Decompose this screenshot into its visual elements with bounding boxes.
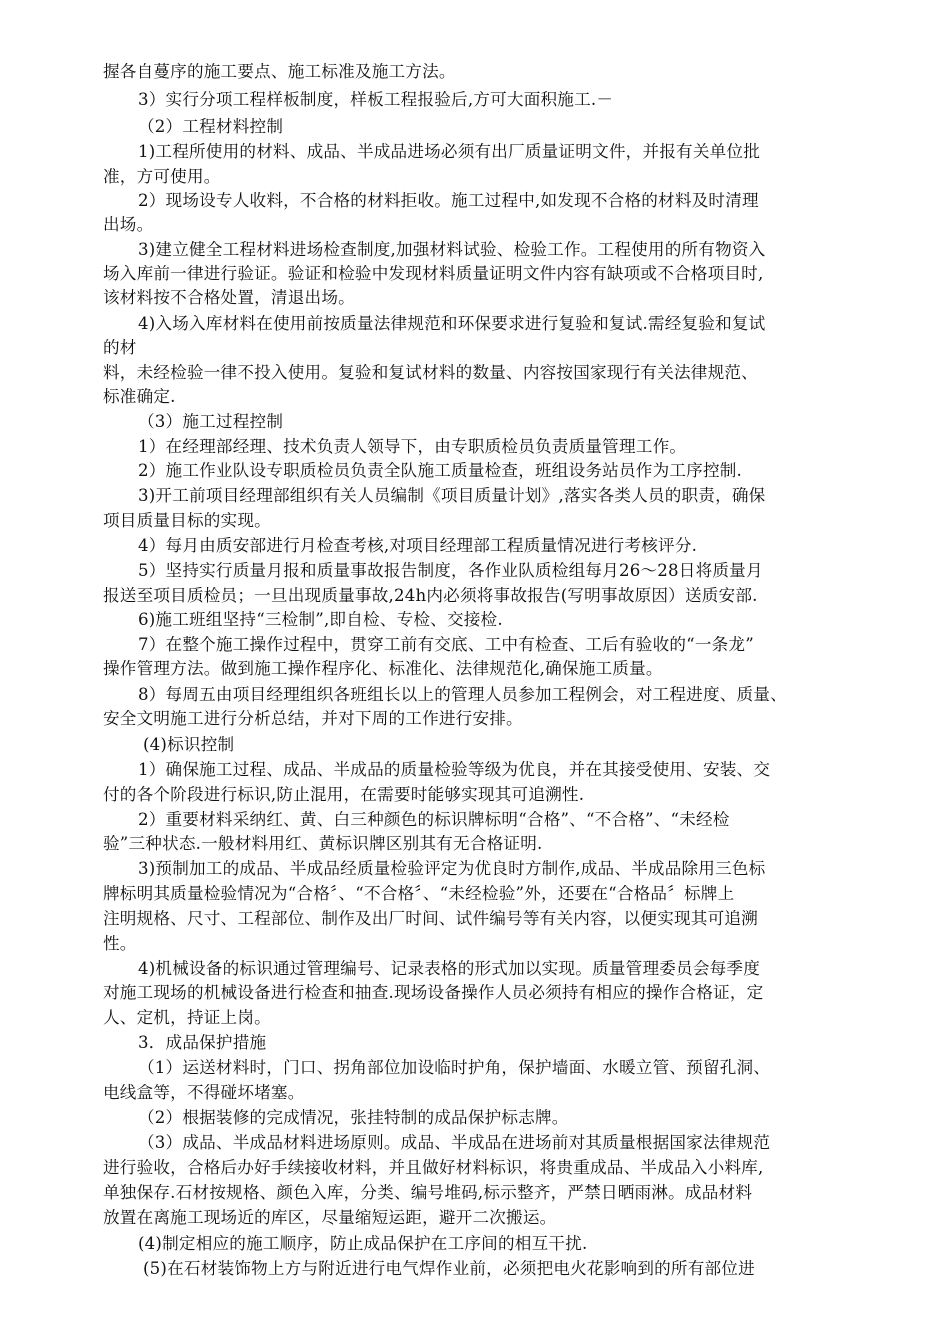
text-line: (4)制定相应的施工顺序，防止成品保护在工序间的相互干扰.	[138, 1234, 588, 1253]
text-line: 验”三种状态.一般材料用红、黄标识牌区别其有无合格证明.	[103, 834, 543, 853]
text-line: 标准确定.	[103, 387, 176, 406]
text-line: 3)预制加工的成品、半成品经质量检验评定为优良时方制作,成品、半成品除用三色标	[138, 859, 766, 878]
text-line: 报送至项目质检员；一旦出现质量事故,24h内必须将事故报告(写明事故原因）送质安部.	[103, 586, 758, 605]
text-line: 6)施工班组坚持“三检制”,即自检、专检、交接检.	[138, 610, 503, 629]
text-line: 4)机械设备的标识通过管理编号、记录表格的形式加以实现。质量管理委员会每季度	[138, 959, 761, 978]
text-line: 付的各个阶段进行标识,防止混用，在需要时能够实现其可追溯性.	[103, 785, 585, 804]
text-line: 8）每周五由项目经理组织各班组长以上的管理人员参加工程例会，对工程进度、质量、	[138, 685, 787, 704]
text-line: 人、定机，持证上岗。	[103, 1008, 271, 1027]
text-line: 放置在离施工现场近的库区，尽量缩短运距，避开二次搬运。	[103, 1208, 557, 1227]
text-line: 1）在经理部经理、技术负责人领导下，由专职质检员负责质量管理工作。	[138, 437, 687, 456]
text-line: 电线盒等，不得碰坏堵塞。	[103, 1083, 305, 1102]
text-line: 1）确保施工过程、成品、半成品的质量检验等级为优良，并在其接受使用、安装、交	[138, 760, 771, 779]
text-line: 该材料按不合格处置，清退出场。	[103, 288, 355, 307]
text-line: 2）施工作业队设专职质检员负责全队施工质量检查，班组设务站员作为工序控制.	[138, 461, 743, 480]
text-line: 单独保存.石材按规格、颜色入库，分类、编号堆码,标示整齐，严禁日晒雨淋。成品材料	[103, 1183, 753, 1202]
text-line: 准，方可使用。	[103, 167, 221, 186]
section-heading: （3）施工过程控制	[138, 412, 284, 431]
text-line: 性。	[103, 934, 137, 953]
section-heading: (4)标识控制	[143, 735, 235, 754]
text-line: 场入库前一律进行验证。验证和检验中发现材料质量证明文件内容有缺项或不合格项目时,	[103, 264, 764, 283]
text-line: 对施工现场的机械设备进行检查和抽查.现场设备操作人员必须持有相应的操作合格证，定	[103, 983, 764, 1002]
text-line: 握各自蔓序的施工要点、施工标准及施工方法。	[103, 62, 456, 81]
section-heading: 3．成品保护措施	[138, 1033, 267, 1052]
text-line: 料，未经检验一律不投入使用。复验和复试材料的数量、内容按国家现行有关法律规范、	[103, 363, 758, 382]
text-line: 的材	[103, 338, 137, 357]
text-line: （3）成品、半成品材料进场原则。成品、半成品在进场前对其质量根据国家法律规范	[138, 1133, 771, 1152]
text-line: 3)开工前项目经理部组织有关人员编制《项目质量计划》,落实各类人员的职责，确保	[138, 486, 766, 505]
text-line: 1)工程所使用的材料、成品、半成品进场必须有出厂质量证明文件，并报有关单位批	[138, 142, 761, 161]
text-line: 操作管理方法。做到施工操作程序化、标准化、法律规范化,确保施工质量。	[103, 659, 663, 678]
text-line: 4)入场入库材料在使用前按质量法律规范和环保要求进行复验和复试.需经复验和复试	[138, 314, 766, 333]
text-line: 安全文明施工进行分析总结，并对下周的工作进行安排。	[103, 709, 523, 728]
text-line: （1）运送材料时，门口、拐角部位加设临时护角，保护墙面、水暖立管、预留孔洞、	[138, 1058, 771, 1077]
text-line: 牌标明其质量检验情况为“合格〞、“不合格〞、“未经检验”外，还要在“合格品〞标牌上	[103, 884, 735, 903]
text-line: 3)建立健全工程材料进场检查制度,加强材料试验、检验工作。工程使用的所有物资入	[138, 240, 766, 259]
text-line: （2）根据装修的完成情况，张挂特制的成品保护标志牌。	[138, 1108, 569, 1127]
text-line: 2）现场设专人收料，不合格的材料拒收。施工过程中,如发现不合格的材料及时清理	[138, 191, 759, 210]
text-line: 4）每月由质安部进行月检查考核,对项目经理部工程质量情况进行考核评分.	[138, 536, 698, 555]
text-line: 注明规格、尺寸、工程部位、制作及出厂时间、试件编号等有关内容，以便实现其可追溯	[103, 909, 758, 928]
text-line: 5）坚持实行质量月报和质量事故报告制度，各作业队质检组每月26～28日将质量月	[138, 561, 763, 580]
text-line: (5)在石材装饰物上方与附近进行电气焊作业前，必须把电火花影响到的所有部位进	[143, 1259, 755, 1278]
text-line: 7）在整个施工操作过程中，贯穿工前有交底、工中有检查、工后有验收的“一条龙”	[138, 635, 754, 654]
text-line: 进行验收，合格后办好手续接收材料，并且做好材料标识，将贵重成品、半成品入小料库,	[103, 1158, 764, 1177]
text-line: 2）重要材料采纳红、黄、白三种颜色的标识牌标明“合格”、“不合格”、“未经检	[138, 810, 730, 829]
text-line: 项目质量目标的实现。	[103, 511, 271, 530]
text-line: 3）实行分项工程样板制度，样板工程报验后,方可大面积施工.－	[138, 90, 614, 109]
section-heading: （2）工程材料控制	[138, 117, 284, 136]
text-line: 出场。	[103, 215, 154, 234]
